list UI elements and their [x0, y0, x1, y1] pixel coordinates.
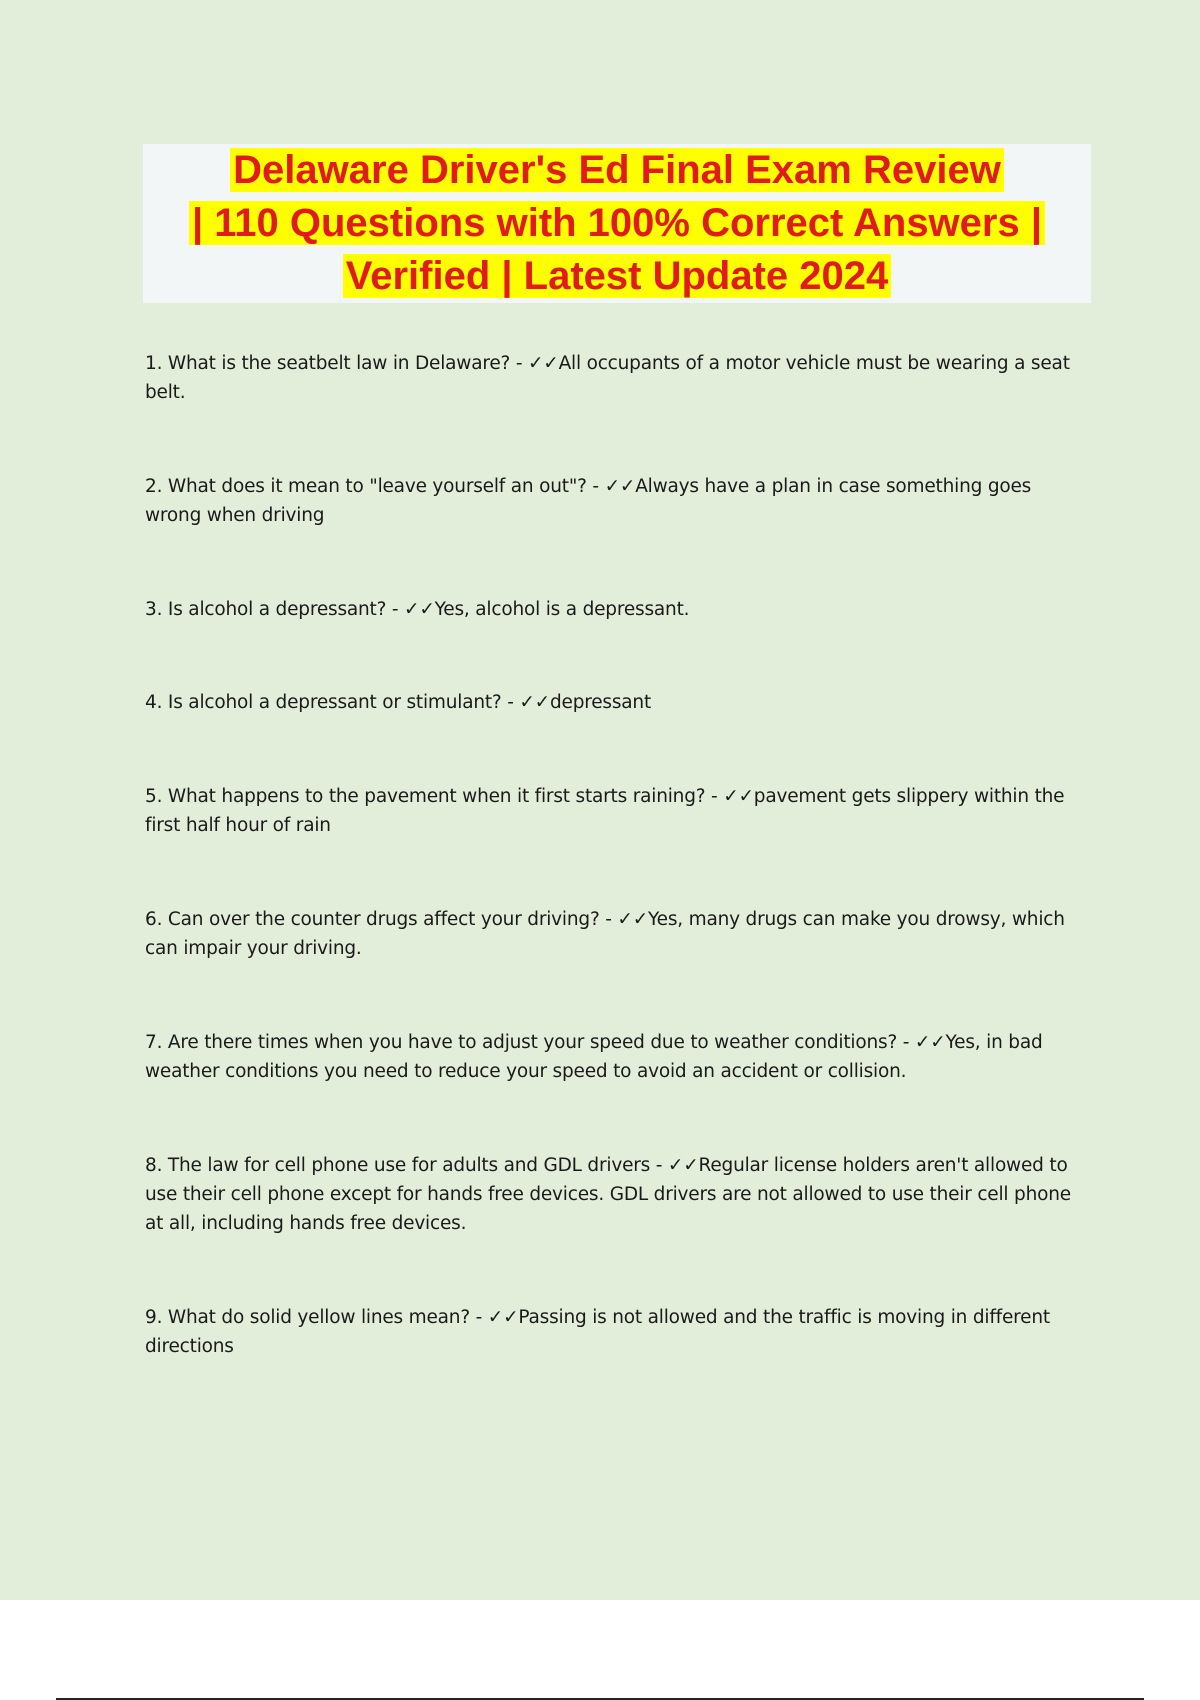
question-item-7: 7. Are there times when you have to adjust your speed due to weather conditions? - ✓✓Yes, in bad weather conditions you need to reduce your speed to avoid an accident or collision.	[145, 1032, 1043, 1082]
question-item-5: 5. What happens to the pavement when it first starts raining? - ✓✓pavement gets slippery within the first half hour of rain	[145, 786, 1065, 836]
title-line-2: | 110 Questions with 100% Correct Answers |	[189, 201, 1045, 245]
title-line-3: Verified | Latest Update 2024	[343, 254, 892, 298]
question-item-4: 4. Is alcohol a depressant or stimulant? - ✓✓depressant	[145, 692, 652, 713]
question-item-2: 2. What does it mean to "leave yourself an out"? - ✓✓Always have a plan in case something goes wrong when driving	[145, 476, 1032, 526]
document-title-block	[143, 144, 1091, 303]
question-item-9: 9. What do solid yellow lines mean? - ✓✓Passing is not allowed and the traffic is moving in different directions	[145, 1307, 1050, 1357]
question-item-6: 6. Can over the counter drugs affect your driving? - ✓✓Yes, many drugs can make you drowsy, which can impair your driving.	[145, 909, 1065, 959]
question-item-8: 8. The law for cell phone use for adults and GDL drivers - ✓✓Regular license holders aren't allowed to use their cell phone except for hands free devices. GDL drivers are not allowed to use their cell phone at all, including hands free devices.	[145, 1155, 1071, 1234]
question-item-1: 1. What is the seatbelt law in Delaware? - ✓✓All occupants of a motor vehicle must be wearing a seat belt.	[145, 353, 1070, 403]
title-line-1: Delaware Driver's Ed Final Exam Review	[230, 148, 1004, 192]
question-item-3: 3. Is alcohol a depressant? - ✓✓Yes, alcohol is a depressant.	[145, 599, 690, 620]
document-title	[143, 144, 1091, 303]
